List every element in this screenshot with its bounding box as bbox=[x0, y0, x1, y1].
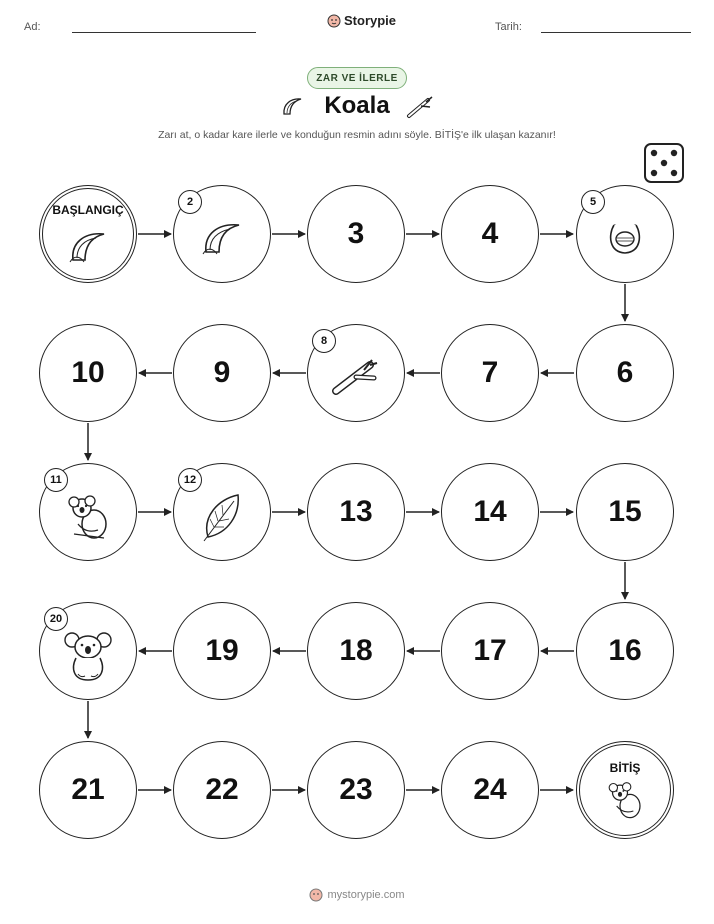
cell-number: 3 bbox=[347, 217, 365, 250]
cell-number: 4 bbox=[481, 217, 499, 250]
game-type-tag: ZAR VE İLERLE bbox=[307, 67, 407, 89]
start-cell[interactable] bbox=[39, 185, 137, 283]
board-cell-4[interactable] bbox=[441, 185, 539, 283]
cell-number: 17 bbox=[473, 634, 507, 667]
page-title: Koala bbox=[324, 92, 390, 119]
board-cell-5[interactable] bbox=[576, 185, 674, 283]
branch-icon bbox=[330, 355, 382, 397]
finish-label: BİTİŞ bbox=[609, 761, 641, 775]
cell-number-badge: 11 bbox=[44, 468, 68, 492]
cell-number: 18 bbox=[339, 634, 373, 667]
board-cell-14[interactable] bbox=[441, 463, 539, 561]
cell-number: 24 bbox=[473, 773, 507, 806]
board-cell-7[interactable] bbox=[441, 324, 539, 422]
board-cell-8[interactable] bbox=[307, 324, 405, 422]
board-cell-20[interactable] bbox=[39, 602, 137, 700]
leaf-icon bbox=[200, 491, 244, 543]
date-label: Tarih: bbox=[495, 21, 522, 33]
board-cell-9[interactable] bbox=[173, 324, 271, 422]
cell-number: 6 bbox=[616, 356, 634, 389]
board-cell-2[interactable] bbox=[173, 185, 271, 283]
board-cell-11[interactable] bbox=[39, 463, 137, 561]
board-cell-23[interactable] bbox=[307, 741, 405, 839]
cell-number: 14 bbox=[473, 495, 507, 528]
instructions: Zarı at, o kadar kare ilerle ve konduğun resmin adını söyle. BİTİŞ'e ilk ulaşan kazanır! bbox=[158, 129, 556, 141]
board-cell-16[interactable] bbox=[576, 602, 674, 700]
board-cell-13[interactable] bbox=[307, 463, 405, 561]
cell-number: 10 bbox=[71, 356, 105, 389]
board-cell-3[interactable] bbox=[307, 185, 405, 283]
koala-sitting-icon bbox=[63, 630, 113, 684]
claw-icon bbox=[66, 225, 110, 265]
koala-icon bbox=[605, 781, 645, 821]
cell-number: 16 bbox=[608, 634, 642, 667]
claw-icon bbox=[199, 216, 245, 258]
board-cell-10[interactable] bbox=[39, 324, 137, 422]
brand-name: Storypie bbox=[344, 13, 397, 28]
board-cell-15[interactable] bbox=[576, 463, 674, 561]
board-cell-6[interactable] bbox=[576, 324, 674, 422]
cell-number: 15 bbox=[608, 495, 642, 528]
name-label: Ad: bbox=[24, 21, 41, 33]
footer-url[interactable]: mystorypie.com bbox=[327, 889, 405, 901]
board-cell-22[interactable] bbox=[173, 741, 271, 839]
pouch-icon bbox=[605, 219, 645, 259]
cell-number-badge: 2 bbox=[178, 190, 202, 214]
cell-number-badge: 20 bbox=[44, 607, 68, 631]
cell-number: 22 bbox=[205, 773, 239, 806]
cell-number: 13 bbox=[339, 495, 373, 528]
koala-climbing-icon bbox=[64, 494, 112, 542]
cell-number: 7 bbox=[481, 356, 499, 389]
footer bbox=[0, 888, 714, 902]
cell-number: 19 bbox=[205, 634, 239, 667]
board-cell-12[interactable] bbox=[173, 463, 271, 561]
cell-number-badge: 5 bbox=[581, 190, 605, 214]
start-label: BAŞLANGIÇ bbox=[52, 203, 124, 217]
cell-number-badge: 8 bbox=[312, 329, 336, 353]
board-cell-24[interactable] bbox=[441, 741, 539, 839]
board-cell-21[interactable] bbox=[39, 741, 137, 839]
board-cell-18[interactable] bbox=[307, 602, 405, 700]
cell-number: 23 bbox=[339, 773, 373, 806]
cell-number-badge: 12 bbox=[178, 468, 202, 492]
finish-cell[interactable] bbox=[576, 741, 674, 839]
cell-number: 21 bbox=[71, 773, 105, 806]
board-cell-19[interactable] bbox=[173, 602, 271, 700]
storypie-mascot-icon bbox=[309, 888, 323, 902]
board-cell-17[interactable] bbox=[441, 602, 539, 700]
cell-number: 9 bbox=[213, 356, 231, 389]
